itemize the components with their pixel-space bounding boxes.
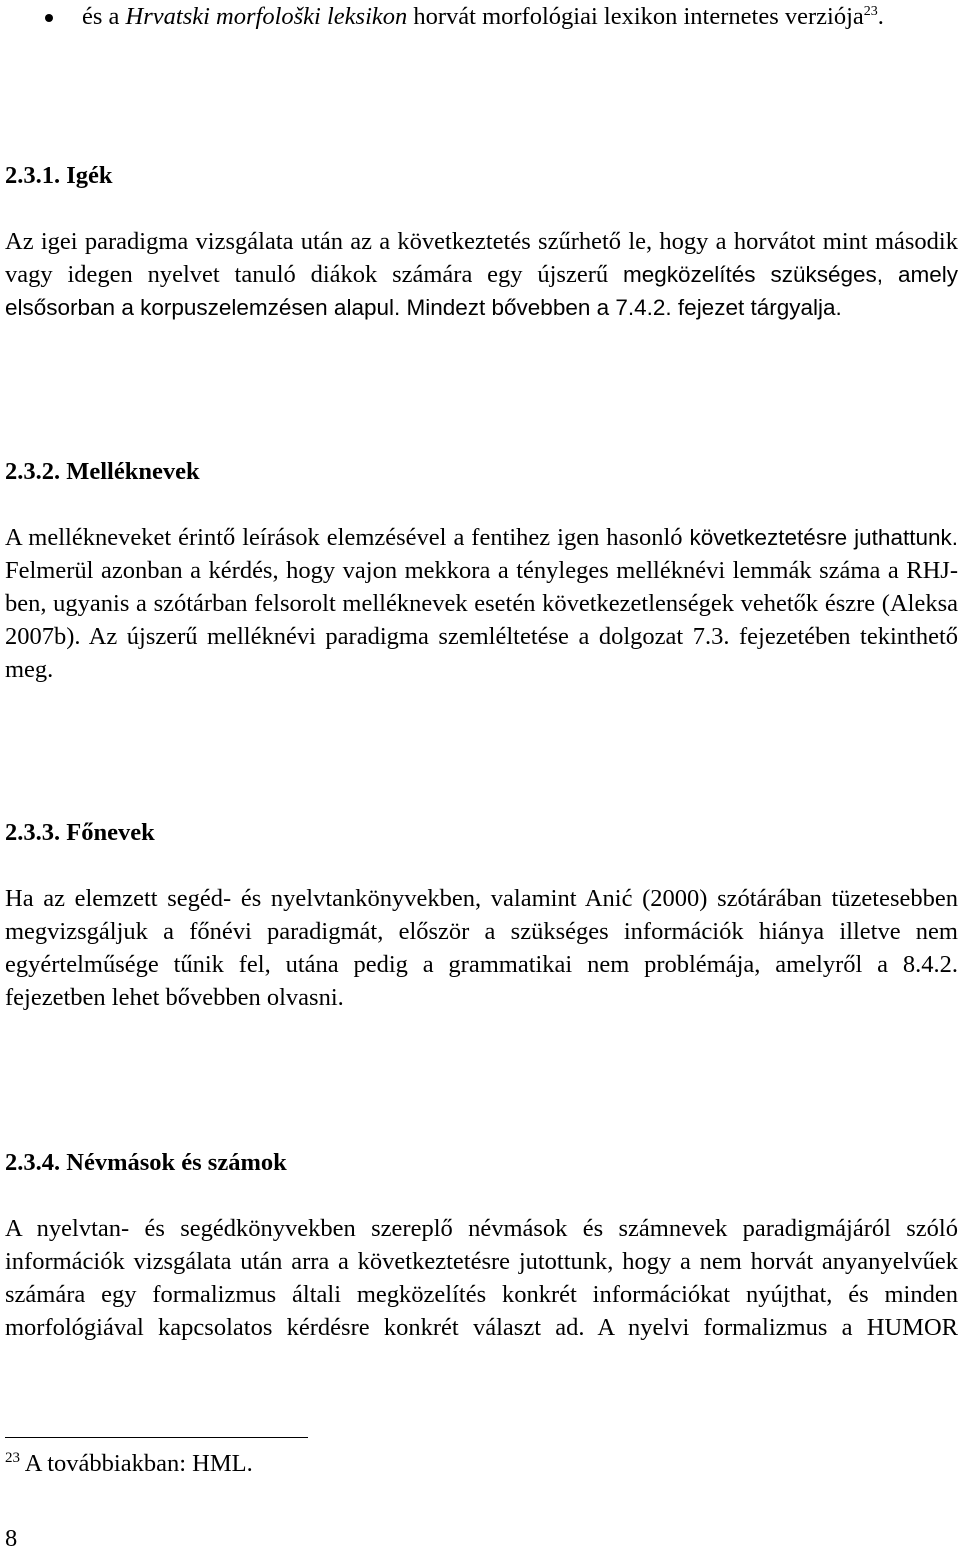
section-title: Igék <box>66 162 113 189</box>
bullet-list-item <box>5 0 958 33</box>
lexicon-title: Hrvatski morfološki leksikon <box>125 3 408 30</box>
section-heading <box>5 816 958 849</box>
page-number: 8 <box>5 1525 18 1552</box>
section-paragraph: A mellékneveket érintő leírások elemzésével a fentihez igen hasonló következtetésre juthattunk. Felmerül azonban a kérdés, hogy vajon mekkora a tényleges melléknévi lemmák száma a RHJ-ben, ugyanis a szótárban felsorolt melléknevek esetén következetlenségek vehetők észre (Aleksa 2007b). Az újszerű melléknévi paradigma szemléltetése a dolgozat 7.3. fejezetében tekinthető meg. <box>5 524 958 683</box>
bullet-text <box>82 0 958 33</box>
section-title: Főnevek <box>66 819 155 846</box>
bullet-text-start: és a <box>82 3 126 30</box>
bullet-text-end: horvát morfológiai lexikon internetes verziója <box>407 3 864 30</box>
bullet-period: . <box>877 3 884 30</box>
section-fonevek <box>5 816 958 1014</box>
section-paragraph: Ha az elemzett segéd- és nyelvtankönyvekben, valamint Anić (2000) szótárában tüzetesebben megvizsgáljuk a főnévi paradigmát, először a szükséges információk hiánya illetve nem egyértelműsége tűnik fel, utána pedig a grammatikai nem problémája, amelyről a 8.4.2. fejezetben lehet bővebben olvasni. <box>5 885 958 1011</box>
section-nevmasok <box>5 1146 958 1344</box>
bullet-icon <box>45 14 53 22</box>
section-number: 2.3.3. <box>5 819 61 846</box>
footnote-text: A továbbiakban: HML. <box>20 1450 253 1477</box>
footnote-separator <box>5 1437 308 1438</box>
footnote <box>5 1447 958 1480</box>
section-igek <box>5 159 958 324</box>
section-number: 2.3.4. <box>5 1149 61 1176</box>
section-mellekneve <box>5 455 958 686</box>
section-number: 2.3.1. <box>5 162 61 189</box>
section-title: Melléknevek <box>66 458 200 485</box>
footnote-reference[interactable]: 23 <box>863 3 878 19</box>
section-paragraph: Az igei paradigma vizsgálata után az a következtetés szűrhető le, hogy a horvátot mint második vagy idegen nyelvet tanuló diákok számára egy újszerű megközelítés szükséges, amely elsősorban a korpuszelemzésen alapul. Mindezt bővebben a 7.4.2. fejezet tárgyalja. <box>5 228 958 320</box>
section-number: 2.3.2. <box>5 458 61 485</box>
section-heading <box>5 455 958 488</box>
footnote-number: 23 <box>5 1449 20 1466</box>
section-heading <box>5 1146 958 1179</box>
section-paragraph: A nyelvtan- és segédkönyvekben szereplő névmások és számnevek paradigmájáról szóló információk vizsgálata után arra a következtetésre jutottunk, hogy a nem horvát anyanyelvűek számára egy formalizmus általi megközelítés konkrét információkat nyújthat, és minden morfológiával kapcsolatos kérdésre konkrét választ ad. A nyelvi formalizmus a HUMOR <box>5 1215 958 1341</box>
document-page <box>5 0 958 1550</box>
section-title: Névmások és számok <box>66 1149 287 1176</box>
section-heading <box>5 159 958 192</box>
